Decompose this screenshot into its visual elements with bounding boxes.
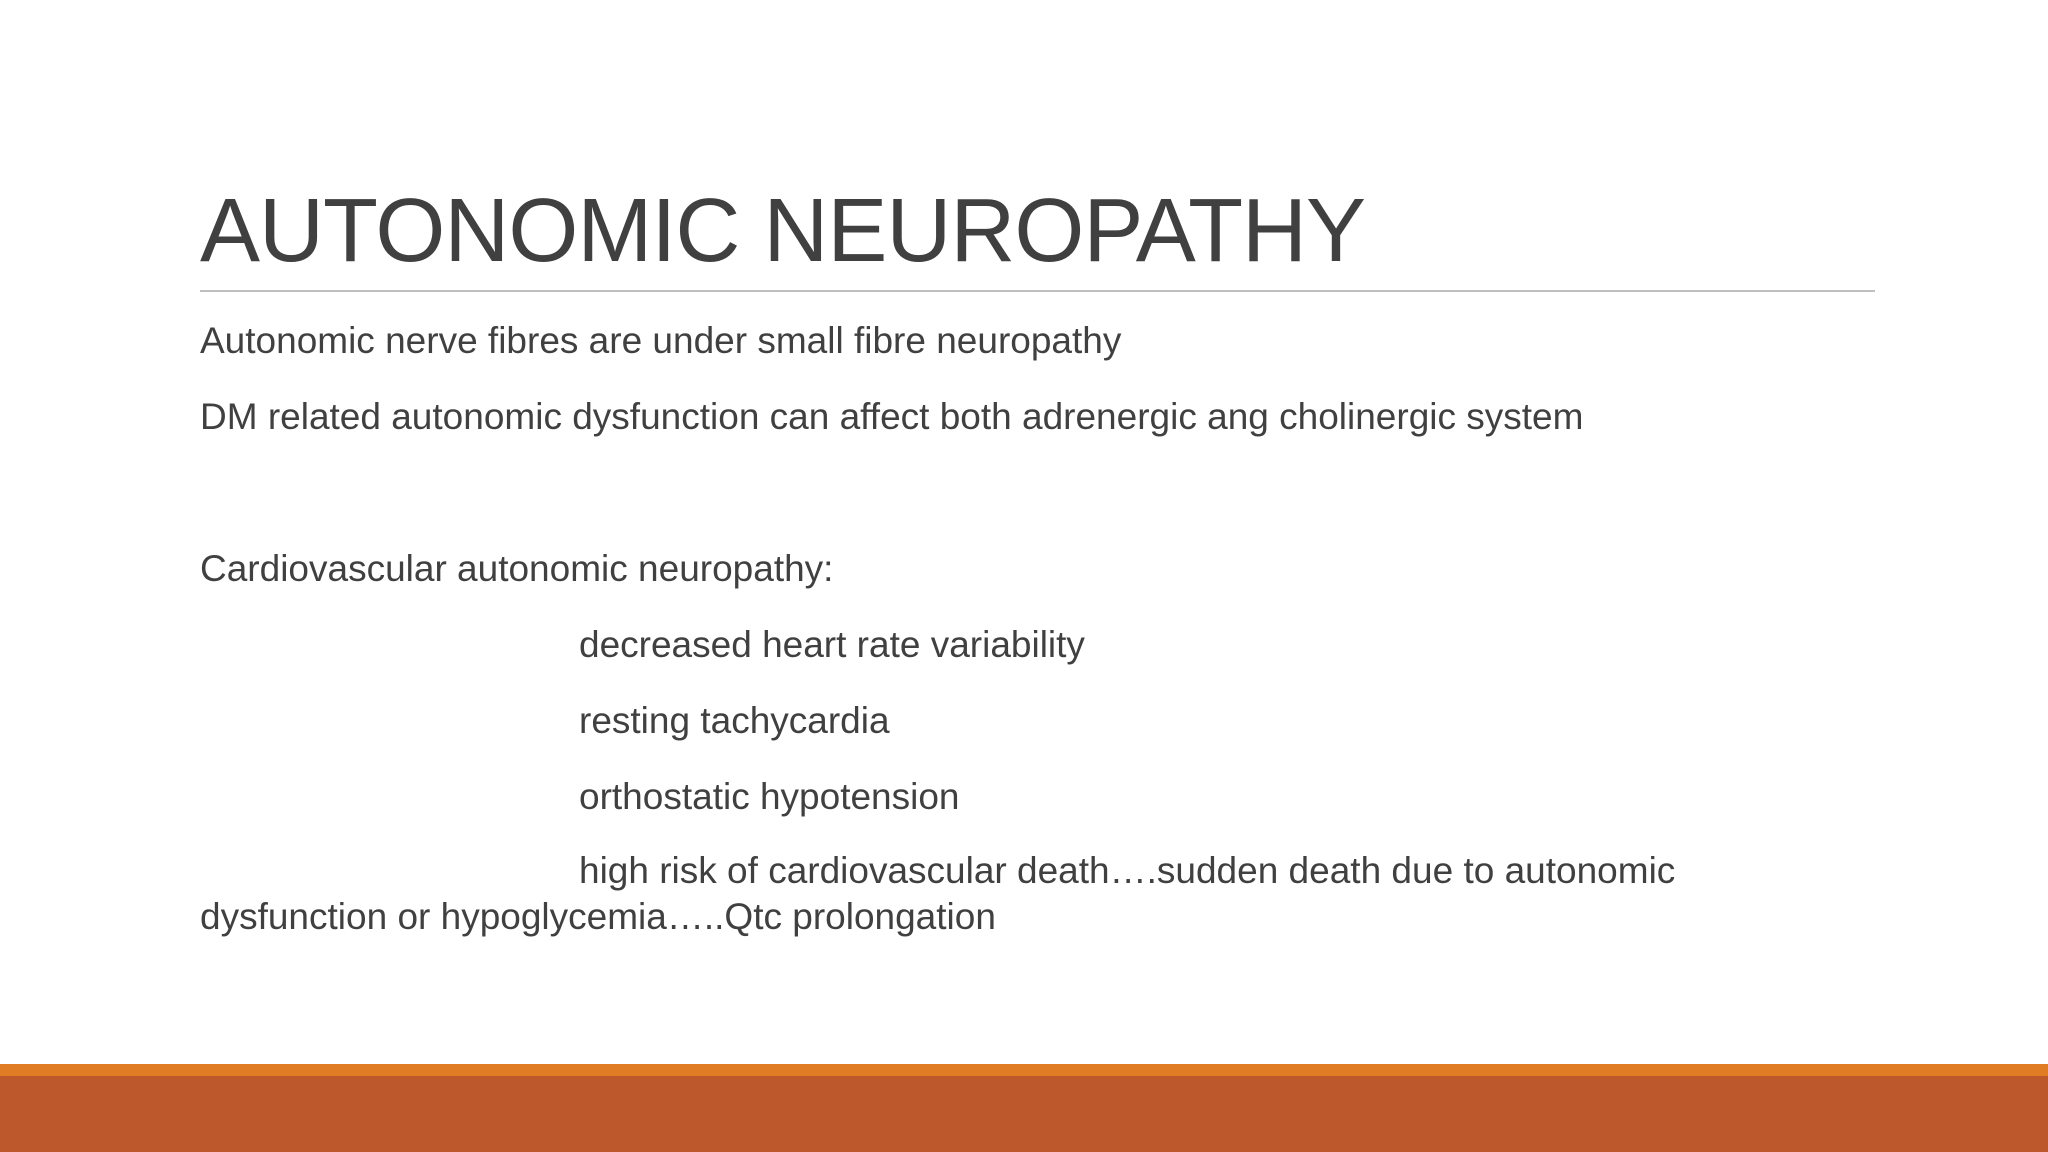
sub-item-4	[200, 848, 1780, 940]
sub-item-4-line-2: dysfunction or hypoglycemia…..Qtc prolongation	[200, 896, 996, 937]
slide-title: AUTONOMIC NEUROPATHY	[200, 181, 1366, 281]
sub-item-2: resting tachycardia	[579, 700, 890, 741]
section-heading: Cardiovascular autonomic neuropathy:	[200, 548, 834, 589]
footer-bar	[0, 1076, 2048, 1152]
sub-item-4-line-1: high risk of cardiovascular death….sudden death due to autonomic	[579, 850, 1676, 891]
sub-item-1: decreased heart rate variability	[579, 624, 1085, 665]
body-line-1: Autonomic nerve fibres are under small fibre neuropathy	[200, 320, 1122, 361]
title-divider	[200, 290, 1875, 292]
footer-accent-stripe	[0, 1064, 2048, 1076]
body-line-2: DM related autonomic dysfunction can affect both adrenergic ang cholinergic system	[200, 396, 1584, 437]
sub-item-3: orthostatic hypotension	[579, 776, 960, 817]
